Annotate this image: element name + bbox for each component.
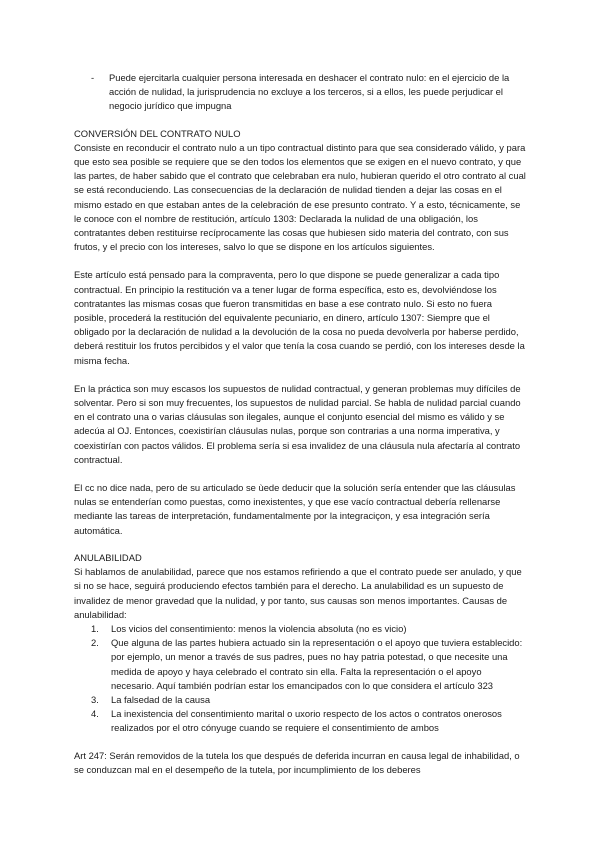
heading-conversion: CONVERSIÓN DEL CONTRATO NULO	[74, 127, 241, 139]
list-item	[74, 622, 526, 636]
list-item-text: Los vicios del consentimiento: menos la violencia absoluta (no es vicio)	[111, 622, 407, 634]
list-item-text: Que alguna de las partes hubiera actuado sin la representación o el apoyo que tuviera establecido: por ejemplo, un menor a través de sus padres, pues no hay patria potestad, o que necesite una medida de apoyo y haya celebrado el contrato sin ella. Falta la representación o el apoyo necesario. Aquí también podrían estar los emancipados con lo que considera el artículo 323	[111, 637, 523, 691]
causes-list	[74, 622, 526, 736]
bullet-mark: -	[91, 72, 95, 83]
bullet-text: Puede ejercitarla cualquier persona interesada en deshacer el contrato nulo: en el ejercicio de la acción de nulidad, la jurisprudencia no excluye a los terceros, si a ellos, les puede perjudicar el negocio jurídico que impugna	[109, 72, 510, 112]
list-item-number: 3.	[91, 693, 99, 705]
heading-anulabilidad: ANULABILIDAD	[74, 551, 142, 563]
list-item	[74, 636, 526, 693]
list-item-number: 1.	[91, 622, 99, 634]
paragraph-article-247: Art 247: Serán removidos de la tutela los que después de deferida incurran en causa legal de inhabilidad, o se conduzcan mal en el desempeño de la tutela, por incumplimiento de los deberes	[74, 749, 520, 775]
list-item	[74, 693, 526, 707]
paragraph-conversion-1: Consiste en reconducir el contrato nulo a un tipo contractual distinto para que sea considerado válido, y para que esto sea posible se requiere que se den todos los elementos que se exigen en el nuevo contrato, y que las partes, de haber sabido que el contrato que celebraban era nulo, hubieran querido el otro contrato al cual se está reconduciendo. Las consecuencias de la declaración de nulidad tienden a dejar las cosas en el mismo estado en que estaban antes de la celebración de ese presunto contrato. Y a esto, técnicamente, se le conoce con el nombre de restitución, artículo 1303: Declarada la nulidad de una obligación, los contratantes deben restituirse recíprocamente las cosas que hubiesen sido materia del contrato, con sus frutos, y el precio con los intereses, salvo lo que se dispone en los artículos siguientes.	[74, 141, 526, 253]
list-item-text: La falsedad de la causa	[111, 693, 211, 705]
paragraph-conversion-4: El cc no dice nada, pero de su articulado se ùede deducir que la solución sería entender que las cláusulas nulas se entenderían como puestas, como inexistentes, y que ese vacío contractual debería rellenarse mediante las tareas de interpretación, fundamentalmente por la integraciçon, y esa integración sería automática.	[74, 482, 516, 536]
list-item-number: 4.	[91, 708, 99, 720]
bullet-item	[74, 71, 526, 114]
paragraph-conversion-3: En la práctica son muy escasos los supuestos de nulidad contractual, y generan problemas muy difíciles de solventar. Pero si son muy frecuentes, los supuestos de nulidad parcial. Se habla de nulidad parcial cuando en el contrato una o varias cláusulas son ilegales, aunque el conjunto esencial del mismo es válido y se adecúa al OJ. Entonces, coexistirían cláusulas nulas, porque son contrarias a una norma imperativa, y coexistirían con pactos válidos. El problema sería si esa invalidez de una cláusula nula afectaría al contrato contractual.	[74, 382, 521, 465]
paragraph-anulabilidad-intro: Si hablamos de anulabilidad, parece que nos estamos refiriendo a que el contrato puede ser anulado, y que si no se hace, seguirá produciendo efectos también para el derecho. La anulabilidad es un supuesto de invalidez de menor gravedad que la nulidad, y por tanto, sus causas son menos importantes. Causas de anulabilidad:	[74, 566, 522, 620]
list-item-number: 2.	[91, 637, 99, 649]
paragraph-conversion-2: Este artículo está pensado para la compraventa, pero lo que dispone se puede generalizar a cada tipo contractual. En principio la restitución va a tener lugar de forma específica, esto es, devolviéndose los contratantes las mismas cosas que fueron transmitidas en base a ese contrato nulo. Si esto no fuera posible, procederá la restitución del equivalente pecuniario, en dinero, artículo 1307: Siempre que el obligado por la declaración de nulidad a la devolución de la cosa no pueda devolverla por haberse perdido, deberá restituir los frutos percibidos y el valor que tenía la cosa cuando se perdió, con los intereses desde la misma fecha.	[74, 269, 525, 366]
list-item-text: La inexistencia del consentimiento marital o uxorio respecto de los actos o contratos onerosos realizados por el otro cónyuge cuando se requiere el consentimiento de ambos	[111, 708, 502, 734]
list-item	[74, 707, 526, 735]
